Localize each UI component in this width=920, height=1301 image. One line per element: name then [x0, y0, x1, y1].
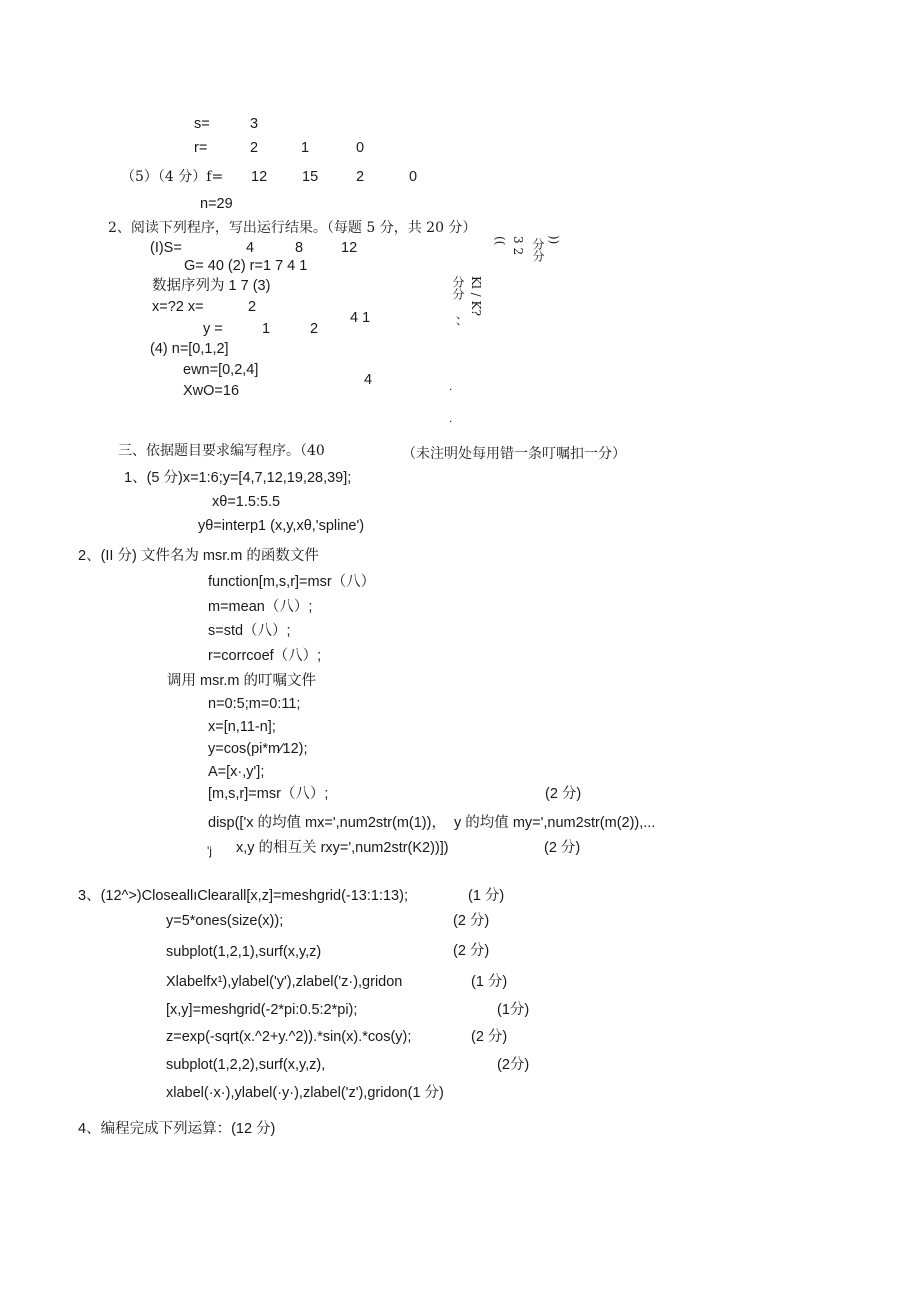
section-3-heading: 三、依据题目要求编写程序。（40 [118, 443, 325, 459]
code-disp: disp(['x 的均值 mx=',num2str(m(1))， y 的均值 my=',num2str(m(2)),... [208, 815, 656, 831]
s-line-value-1: 4 [246, 240, 255, 256]
code-disp-mark: 'j [207, 844, 212, 858]
code-function: function[m,s,r]=msr（八） [208, 574, 376, 590]
n29-line: n=29 [200, 196, 233, 212]
x-line: x=?2 x= [152, 299, 204, 315]
s-value: 3 [250, 116, 259, 132]
side-dot-2: . [449, 411, 453, 425]
points-disp: (2 分) [544, 840, 581, 856]
y-line-value-2: 2 [310, 321, 319, 337]
item-1-line-2: xθ=1.5:5.5 [212, 494, 281, 510]
r-value-2: 1 [301, 140, 310, 156]
f-value-2: 15 [302, 169, 319, 185]
code-y-ones: y=5*ones(size(x)); [166, 913, 284, 929]
xwo-line: XwO=16 [183, 383, 240, 399]
r-label: r= [194, 140, 208, 156]
question-2-heading: 2、阅读下列程序，写出运行结果。（每题 5 分，共 20 分） [108, 220, 477, 236]
item-1-line-3: yθ=interp1 (x,y,xθ,'spline') [198, 518, 365, 534]
points-labels-1: (1 分) [471, 974, 508, 990]
side-note-paren-open: (( [493, 236, 507, 246]
g-line: G= 40 (2) r=1 7 4 1 [184, 258, 308, 274]
r-value-3: 0 [356, 140, 365, 156]
y-line-value-1: 1 [262, 321, 271, 337]
sequence-line: 数据序列为 1 7 (3) [152, 278, 271, 294]
f-value-4: 0 [409, 169, 418, 185]
points-z-exp: (2 分) [471, 1029, 508, 1045]
code-labels-1: Xlabelfx¹),ylabel('y'),zlabel('z·),gridon [166, 974, 403, 990]
code-subplot-2: subplot(1,2,2),surf(x,y,z), [166, 1057, 326, 1073]
code-y: y=cos(pi*m⁄12); [208, 741, 308, 757]
f-prefix: （5）（4 分）f= [121, 169, 224, 185]
r-value-1: 2 [250, 140, 259, 156]
side-note-commas: 、、 [447, 316, 461, 334]
points-subplot-1: (2 分) [453, 943, 490, 959]
points-msr-call: (2 分) [545, 786, 582, 802]
code-z-exp: z=exp(-sqrt(x.^2+y.^2)).*sin(x).*cos(y); [166, 1029, 412, 1045]
code-n-m: n=0:5;m=0:11; [208, 696, 301, 712]
points-y-ones: (2 分) [453, 913, 490, 929]
points-item-3-l1: (1 分) [468, 888, 505, 904]
f-value-1: 12 [251, 169, 268, 185]
value-4: 4 [364, 372, 373, 388]
points-subplot-2: (2分) [497, 1057, 530, 1073]
code-labels-2: xlabel(·x·),ylabel(·y·),zlabel('z'),gridon(1 分) [166, 1085, 444, 1101]
side-note-fen-b: 分分 [451, 276, 465, 300]
ewn-line: ewn=[0,2,4] [183, 362, 259, 378]
s-line-value-2: 8 [295, 240, 304, 256]
code-a: A=[x·,y']; [208, 764, 265, 780]
side-note-3-2: 3 2 [511, 236, 525, 256]
code-subplot-1: subplot(1,2,1),surf(x,y,z) [166, 944, 322, 960]
s-label: s= [194, 116, 210, 132]
f-value-3: 2 [356, 169, 365, 185]
y-line: y = [203, 321, 223, 337]
section-3-note: （未注明处每用错一条叮嘱扣一分） [402, 446, 626, 462]
code-meshgrid-2: [x,y]=meshgrid(-2*pi:0.5:2*pi); [166, 1002, 358, 1018]
value-4-1: 4 1 [350, 310, 371, 326]
code-corrcoef: r=corrcoef（八）; [208, 648, 322, 664]
code-std: s=std（八）; [208, 623, 291, 639]
side-note-paren-close: )) [547, 235, 561, 245]
x-line-value: 2 [248, 299, 257, 315]
code-mean: m=mean（八）; [208, 599, 313, 615]
item-3-line: 3、(12^>)CloseallıClearall[x,z]=meshgrid(-13:1:13); [78, 888, 408, 904]
side-dot-1: . [449, 379, 453, 393]
points-meshgrid-2: (1分) [497, 1002, 530, 1018]
script-caption: 调用 msr.m 的叮嘱文件 [167, 673, 317, 689]
s-line-value-3: 12 [341, 240, 358, 256]
item-4-heading: 4、编程完成下列运算：(12 分) [78, 1121, 276, 1137]
side-note-k: Kl / K? [469, 276, 483, 316]
code-x: x=[n,11-n]; [208, 719, 276, 735]
s-line: (I)S= [150, 240, 182, 256]
code-msr-call: [m,s,r]=msr（八）; [208, 786, 329, 802]
side-note-fen-a: 分分 [531, 238, 545, 262]
n-line: (4) n=[0,1,2] [150, 341, 229, 357]
item-2-heading: 2、(II 分) 文件名为 msr.m 的函数文件 [78, 548, 319, 564]
item-1-line: 1、(5 分)x=1:6;y=[4,7,12,19,28,39]; [124, 470, 352, 486]
code-disp-cont: x,y 的相互关 rxy=',num2str(K2))]) [236, 840, 449, 856]
